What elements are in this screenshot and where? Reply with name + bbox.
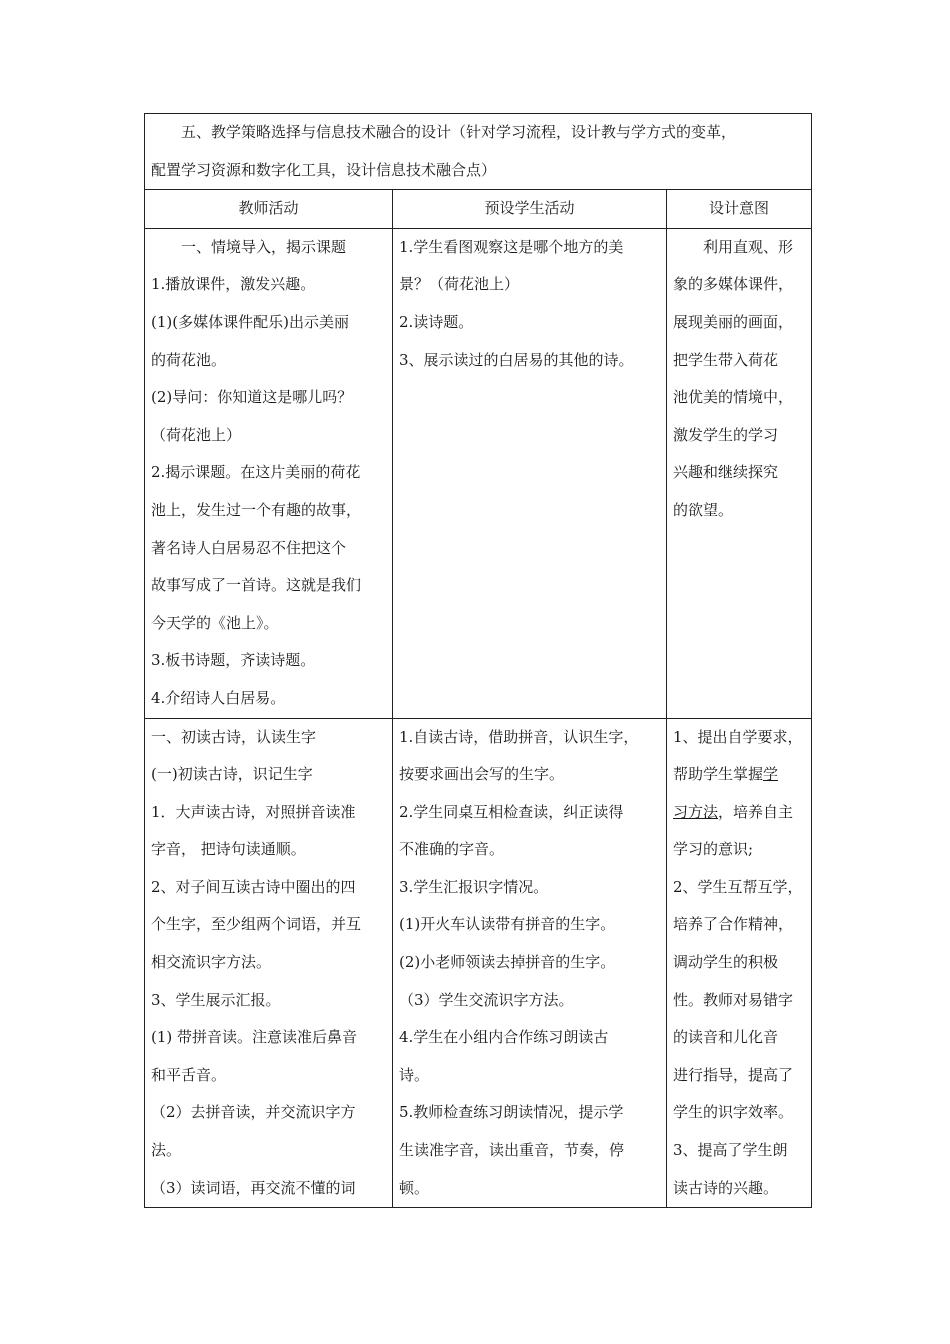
cell-line: 相交流识字方法。 xyxy=(151,953,272,972)
cell-line: (1) 带拼音读。注意读准后鼻音 xyxy=(151,1028,358,1047)
cell-line: 池优美的情境中， xyxy=(673,388,794,407)
cell-line: 学习的意识; xyxy=(673,840,754,859)
design-intent-cell xyxy=(667,718,812,1208)
cell-line: (1)开火车认读带有拼音的生字。 xyxy=(399,915,616,934)
teacher-activity-cell xyxy=(145,228,393,718)
cell-line: (一)初读古诗，识记生字 xyxy=(151,765,313,784)
cell-line: 兴趣和继续探究 xyxy=(673,463,779,482)
cell-line: 5.教师检查练习朗读情况，提示学 xyxy=(399,1103,624,1122)
cell-line: 景？（荷花池上） xyxy=(399,275,520,294)
cell-line: 字音， 把诗句读通顺。 xyxy=(151,840,306,859)
cell-line: 进行指导，提高了 xyxy=(673,1065,794,1084)
underlined-text: 习方法 xyxy=(673,802,719,821)
cell-text: 帮助学生掌握 xyxy=(673,765,764,784)
teacher-activity-cell xyxy=(145,718,393,1208)
section-heading xyxy=(145,114,812,190)
cell-line: 激发学生的学习 xyxy=(673,425,779,444)
cell-line: 培养了合作精神， xyxy=(673,915,794,934)
cell-line: (2)导问：你知道这是哪儿吗？ xyxy=(151,388,353,407)
design-intent-cell xyxy=(667,228,812,718)
cell-line: 的荷花池。 xyxy=(151,350,227,369)
cell-line: （3）读词语，再交流不懂的词 xyxy=(151,1178,356,1197)
cell-line: 象的多媒体课件， xyxy=(673,275,794,294)
cell-line: （3）学生交流识字方法。 xyxy=(399,990,574,1009)
cell-line: 诗。 xyxy=(399,1065,430,1084)
cell-line: 展现美丽的画面， xyxy=(673,312,794,331)
column-header-teacher: 教师活动 xyxy=(145,190,393,229)
cell-line: 一、情境导入，揭示课题 xyxy=(181,237,347,256)
cell-line: 把学生带入荷花 xyxy=(673,350,779,369)
section-heading-line: 配置学习资源和数字化工具，设计信息技术融合点） xyxy=(151,160,497,179)
cell-line: 4.介绍诗人白居易。 xyxy=(151,688,286,707)
cell-line: (2)小老师领读去掉拼音的生字。 xyxy=(399,953,616,972)
cell-line: 3.学生汇报识字情况。 xyxy=(399,877,549,896)
cell-line: 3、提高了学生朗 xyxy=(673,1141,788,1160)
lesson-plan-table xyxy=(144,113,812,1208)
cell-line: 的欲望。 xyxy=(673,500,734,519)
cell-line: 一、初读古诗，认读生字 xyxy=(151,727,317,746)
cell-line: 著名诗人白居易忍不住把这个 xyxy=(151,538,347,557)
cell-line: 故事写成了一首诗。这就是我们 xyxy=(151,576,362,595)
cell-line: 3.板书诗题，齐读诗题。 xyxy=(151,651,316,670)
cell-line: 顿。 xyxy=(399,1178,430,1197)
cell-line: 2.揭示课题。在这片美丽的荷花 xyxy=(151,463,361,482)
cell-line: 1.学生看图观察这是哪个地方的美 xyxy=(399,237,624,256)
cell-line: 1.播放课件，激发兴趣。 xyxy=(151,275,316,294)
cell-line xyxy=(673,756,805,794)
cell-line: 3、展示读过的白居易的其他的诗。 xyxy=(399,350,634,369)
cell-line: 利用直观、形 xyxy=(703,237,794,256)
column-header-intent: 设计意图 xyxy=(667,190,812,229)
cell-line: 今天学的《池上》。 xyxy=(151,613,279,632)
cell-line: 性。教师对易错字 xyxy=(673,990,794,1009)
cell-line: （2）去拼音读，并交流识字方 xyxy=(151,1103,356,1122)
table-row xyxy=(145,718,812,1208)
cell-line: 调动学生的积极 xyxy=(673,953,779,972)
cell-line: 1．大声读古诗，对照拼音读准 xyxy=(151,802,356,821)
cell-line: 2、学生互帮互学， xyxy=(673,877,803,896)
cell-line: 3、学生展示汇报。 xyxy=(151,990,281,1009)
cell-line: 1、提出自学要求， xyxy=(673,727,803,746)
column-header-row xyxy=(145,190,812,229)
cell-line: 1.自读古诗，借助拼音，认识生字， xyxy=(399,727,639,746)
student-activity-cell xyxy=(393,718,667,1208)
cell-line: 2、对子间互读古诗中圈出的四 xyxy=(151,877,356,896)
cell-text: ，培养自主 xyxy=(718,802,794,821)
cell-line: 4.学生在小组内合作练习朗读古 xyxy=(399,1028,609,1047)
student-activity-cell xyxy=(393,228,667,718)
cell-line: 和平舌音。 xyxy=(151,1065,227,1084)
underlined-text: 学 xyxy=(763,765,779,784)
column-header-student: 预设学生活动 xyxy=(393,190,667,229)
cell-line: 生读准字音，读出重音，节奏，停 xyxy=(399,1141,625,1160)
cell-line: 法。 xyxy=(151,1141,182,1160)
cell-line xyxy=(673,794,805,832)
cell-line: 池上，发生过一个有趣的故事， xyxy=(151,500,362,519)
section-heading-line: 五、教学策略选择与信息技术融合的设计（针对学习流程，设计教与学方式的变革， xyxy=(181,123,737,141)
section-heading-row xyxy=(145,114,812,190)
table-row xyxy=(145,228,812,718)
cell-line: 2.读诗题。 xyxy=(399,312,474,331)
cell-line: 个生字，至少组两个词语，并互 xyxy=(151,915,362,934)
cell-line: 学生的识字效率。 xyxy=(673,1103,794,1122)
cell-line: 不准确的字音。 xyxy=(399,840,505,859)
cell-line: (1)(多媒体课件配乐)出示美丽 xyxy=(151,312,349,331)
cell-line: 2.学生同桌互相检查读，纠正读得 xyxy=(399,802,624,821)
cell-line: 读古诗的兴趣。 xyxy=(673,1178,779,1197)
cell-line: （荷花池上） xyxy=(151,425,242,444)
cell-line: 按要求画出会写的生字。 xyxy=(399,765,565,784)
cell-line: 的读音和儿化音 xyxy=(673,1028,779,1047)
